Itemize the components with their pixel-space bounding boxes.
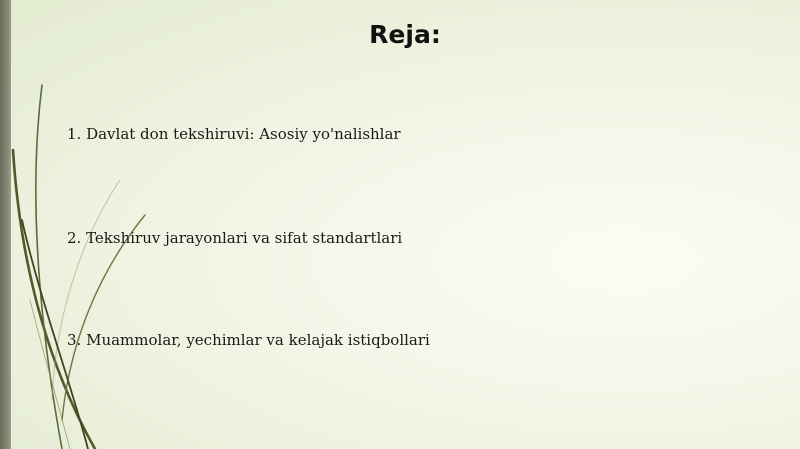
slide-title: Reja: <box>369 20 441 49</box>
plan-item-1: 1. Davlat don tekshiruvi: Asosiy yo'nalishlar <box>67 125 401 143</box>
plan-item-2: 2. Tekshiruv jarayonlari va sifat standartlari <box>67 229 403 247</box>
plan-item-3: 3. Muammolar, yechimlar va kelajak istiqbollari <box>67 331 430 349</box>
